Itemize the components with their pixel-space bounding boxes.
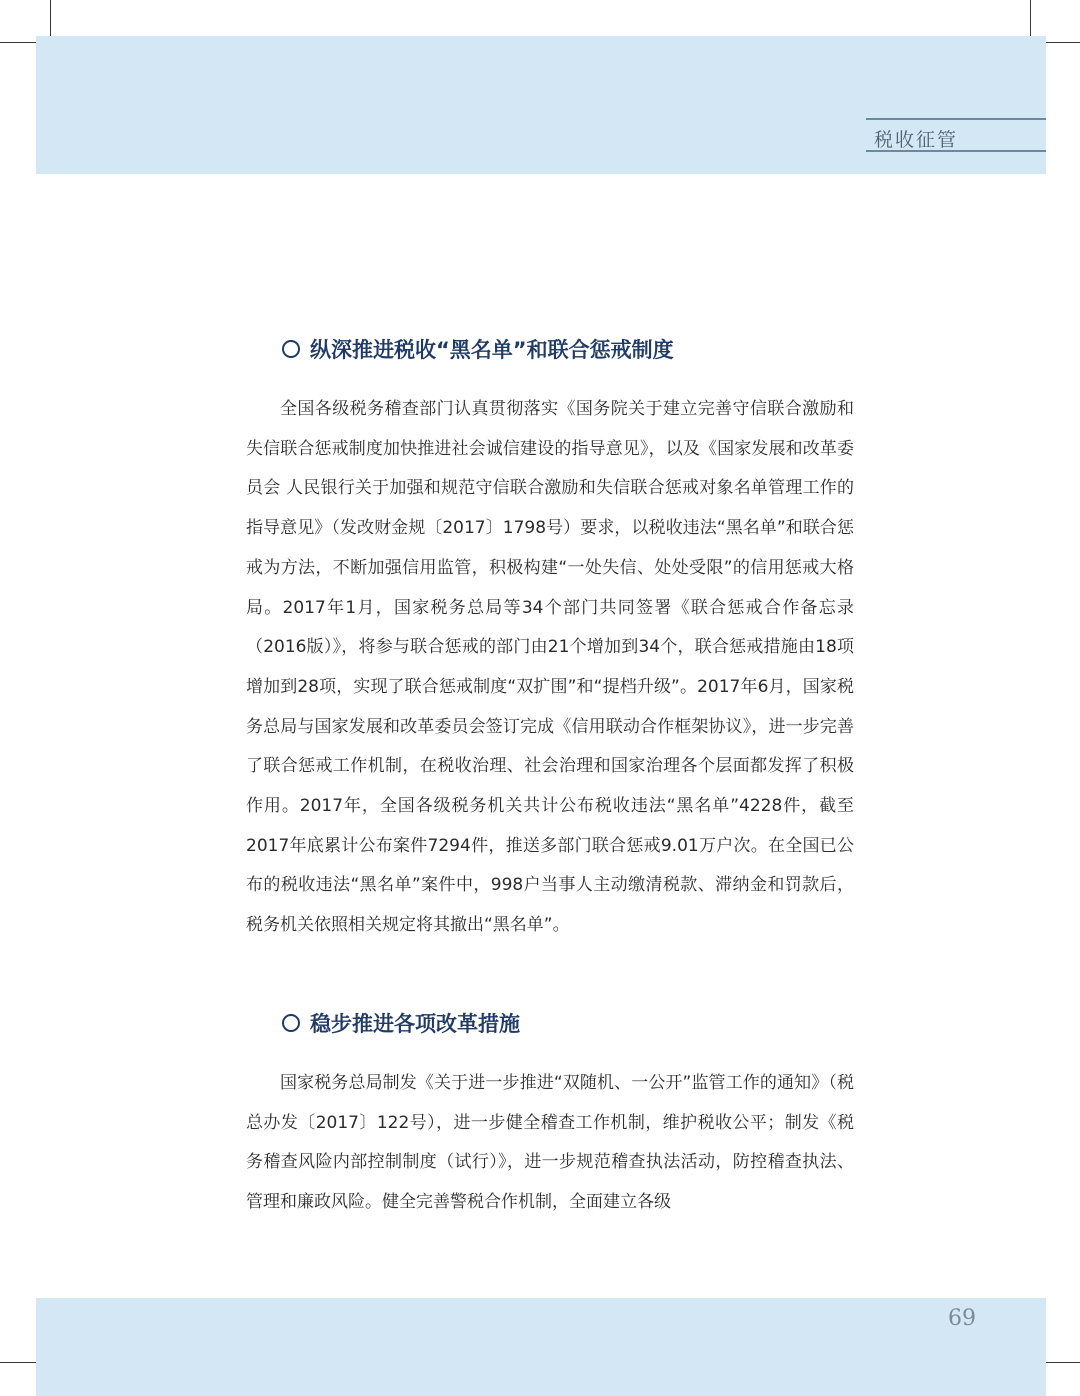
section-heading [282,1008,520,1038]
circle-bullet-icon [282,340,300,358]
circle-bullet-icon [282,1014,300,1032]
section-heading-text: 稳步推进各项改革措施 [310,1012,520,1036]
section-body: 全国各级税务稽查部门认真贯彻落实《国务院关于建立完善守信联合激励和失信联合惩戒制度加快推进社会诚信建设的指导意见》，以及《国家发展和改革委员会 人民银行关于加强和规范守信联合激励和失信联合惩戒对象名单管理工作的指导意见》（发改财金规〔2017〕1798号）要求，以税收违法“黑名单”和联合惩戒为方法，不断加强信用监管，积极构建“一处失信、处处受限”的信用惩戒大格局。2017年1月，国家税务总局等34个部门共同签署《联合惩戒合作备忘录（2016版）》，将参与联合惩戒的部门由21个增加到34个，联合惩戒措施由18项增加到28项，实现了联合惩戒制度“双扩围”和“提档升级”。2017年6月，国家税务总局与国家发展和改革委员会签订完成《信用联动合作框架协议》，进一步完善了联合惩戒工作机制，在税收治理、社会治理和国家治理各个层面都发挥了积极作用。2017年，全国各级税务机关共计公布税收违法“黑名单”4228件，截至2017年底累计公布案件7294件，推送多部门联合惩戒9.01万户次。在全国已公布的税收违法“黑名单”案件中，998户当事人主动缴清税款、滞纳金和罚款后，税务机关依照相关规定将其撤出“黑名单”。 [246,399,854,936]
footer-band [36,1298,1046,1396]
section-label: 税收征管 [874,129,959,151]
crop-mark [1044,42,1080,43]
section-heading [282,334,674,364]
page-number: 69 [948,1306,976,1331]
crop-mark [1044,1362,1080,1363]
header-band [36,36,1046,174]
crop-mark [0,1362,36,1363]
crop-mark [50,0,51,36]
section-heading-text: 纵深推进税收“黑名单”和联合惩戒制度 [310,338,674,362]
header-rule-top [866,118,1046,120]
crop-mark [1030,0,1031,36]
section-body: 国家税务总局制发《关于进一步推进“双随机、一公开”监管工作的通知》（税总办发〔2017〕122号），进一步健全稽查工作机制，维护税收公平；制发《税务稽查风险内部控制制度（试行）》，进一步规范稽查执法活动，防控稽查执法、管理和廉政风险。健全完善警税合作机制，全面建立各级 [246,1073,854,1213]
crop-mark [0,42,36,43]
